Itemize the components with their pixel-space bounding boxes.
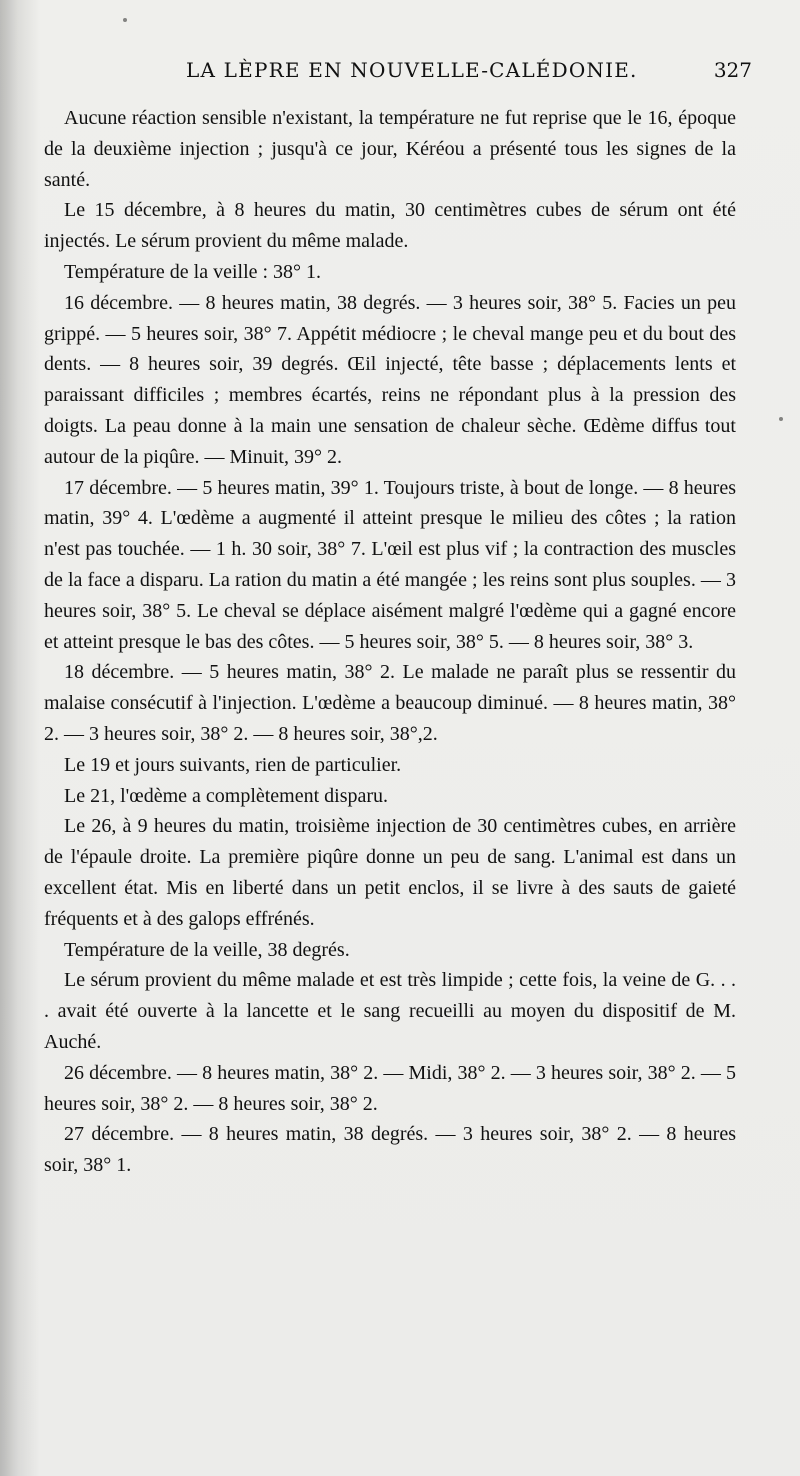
- paragraph-8: Le 21, l'œdème a complètement disparu.: [64, 784, 389, 807]
- paragraph-2: Le 15 décembre, à 8 heures du matin, 30 centimètres cubes de sérum ont été injectés. Le sérum provient du même malade.: [44, 199, 736, 253]
- page-number: 327: [713, 58, 752, 82]
- paragraph-7: Le 19 et jours suivants, rien de particulier.: [64, 753, 402, 776]
- paragraph-10: Température de la veille, 38 degrés.: [64, 938, 350, 961]
- running-title: LA LÈPRE EN NOUVELLE-CALÉDONIE.: [186, 58, 638, 82]
- paragraph-11: Le sérum provient du même malade et est très limpide ; cette fois, la veine de G. . . . avait été ouverte à la lancette et le sang recueilli au moyen du dispositif de M. Auché.: [44, 969, 736, 1053]
- paragraph-9: Le 26, à 9 heures du matin, troisième injection de 30 centimètres cubes, en arrière de l'épaule droite. La première piqûre donne un peu de sang. L'animal est dans un excellent état. Mis en liberté dans un petit enclos, il se livre à des sauts de gaieté fréquents et à des galops effrénés.: [44, 815, 736, 930]
- paragraph-12: 26 décembre. — 8 heures matin, 38° 2. — Midi, 38° 2. — 3 heures soir, 38° 2. — 5 heures soir, 38° 2. — 8 heures soir, 38° 2.: [44, 1061, 736, 1115]
- page-header: [56, 58, 752, 88]
- scan-dot-2: [779, 417, 783, 421]
- scan-dot-1: [123, 18, 127, 22]
- paragraph-4: 16 décembre. — 8 heures matin, 38 degrés. — 3 heures soir, 38° 5. Facies un peu grippé. — 5 heures soir, 38° 7. Appétit médiocre ; le cheval mange peu et du bout des dents. — 8 heures soir, 39 degrés. Œil injecté, tête basse ; déplacements lents et paraissant difficiles ; membres écartés, reins ne répondant plus à la pression des doigts. La peau donne à la main une sensation de chaleur sèche. Œdème diffus tout autour de la piqûre. — Minuit, 39° 2.: [44, 291, 736, 468]
- paragraph-1: Aucune réaction sensible n'existant, la température ne fut reprise que le 16, époque de la deuxième injection ; jusqu'à ce jour, Kéréou a présenté tous les signes de la santé.: [44, 107, 736, 191]
- paragraph-6: 18 décembre. — 5 heures matin, 38° 2. Le malade ne paraît plus se ressentir du malaise consécutif à l'injection. L'œdème a beaucoup diminué. — 8 heures matin, 38° 2. — 3 heures soir, 38° 2. — 8 heures soir, 38°,2.: [44, 661, 736, 745]
- body-text: [44, 103, 736, 1181]
- paragraph-5: 17 décembre. — 5 heures matin, 39° 1. Toujours triste, à bout de longe. — 8 heures matin, 39° 4. L'œdème a augmenté il atteint presque le milieu des côtes ; la ration n'est pas touchée. — 1 h. 30 soir, 38° 7. L'œil est plus vif ; la contraction des muscles de la face a disparu. La ration du matin a été mangée ; les reins sont plus souples. — 3 heures soir, 38° 5. Le cheval se déplace aisément malgré l'œdème qui a gagné encore et atteint presque le bas des côtes. — 5 heures soir, 38° 5. — 8 heures soir, 38° 3.: [44, 476, 736, 653]
- paragraph-13: 27 décembre. — 8 heures matin, 38 degrés. — 3 heures soir, 38° 2. — 8 heures soir, 38° 1.: [44, 1123, 736, 1177]
- paragraph-3: Température de la veille : 38° 1.: [64, 260, 322, 283]
